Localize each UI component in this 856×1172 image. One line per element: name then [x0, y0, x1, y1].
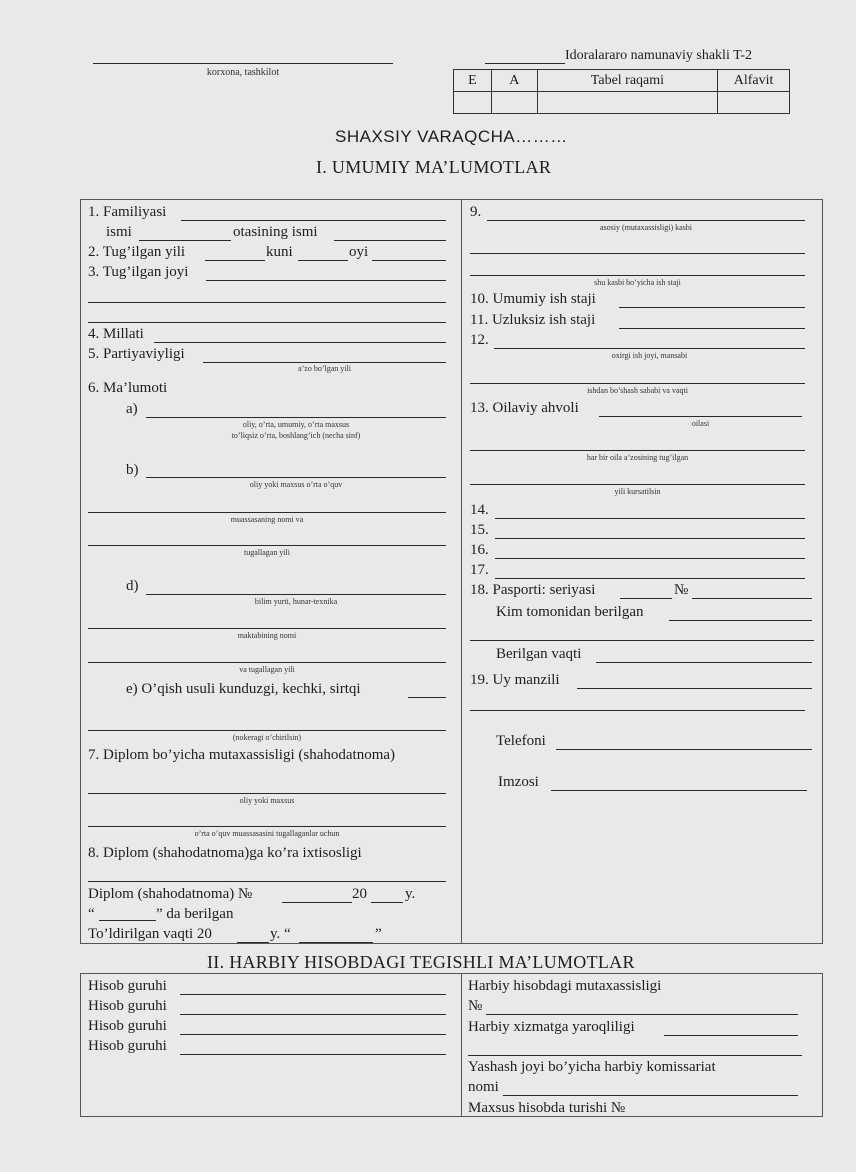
account-group-line-2[interactable]	[180, 1014, 446, 1015]
filled-date-close: ”	[375, 926, 382, 942]
education-b-caption: oliy yoki maxsus o’rta o’quv	[249, 480, 343, 489]
form-name: Idoralararo namunaviy shakli T-2	[565, 48, 753, 63]
field-9-caption: asosiy (mutaxassisligi) kasbi	[600, 223, 692, 232]
family-line-2[interactable]	[470, 484, 805, 485]
home-address-line-2[interactable]	[470, 710, 805, 711]
diploma-issued-label: ” da berilgan	[156, 906, 234, 922]
cell-e[interactable]	[454, 92, 492, 114]
birth-month-label: oyi	[349, 244, 369, 260]
education-d-line-3[interactable]	[88, 662, 446, 663]
field-12-label: 12.	[470, 332, 489, 348]
diploma-date-line[interactable]	[99, 920, 156, 921]
service-fitness-line[interactable]	[664, 1035, 798, 1036]
account-group-line-3[interactable]	[180, 1034, 446, 1035]
party-line[interactable]	[203, 362, 446, 363]
section2-title: II. HARBIY HISOBDAGI TEGISHLI MA’LUMOTLAR	[207, 952, 635, 972]
education-b-caption-2: muassasaning nomi va	[230, 515, 304, 524]
marital-status-line[interactable]	[599, 416, 802, 417]
family-line[interactable]	[470, 450, 805, 451]
birth-month-line[interactable]	[372, 260, 446, 261]
diploma-specialty-caption: oliy yoki maxsus	[239, 796, 295, 805]
education-d-label: d)	[126, 578, 139, 594]
commissariat-name-line[interactable]	[503, 1095, 798, 1096]
birthplace-line-2[interactable]	[88, 302, 446, 303]
org-caption: korxona, tashkilot	[206, 67, 280, 78]
party-label: 5. Partiyaviyligi	[88, 346, 185, 362]
field-9-line-3[interactable]	[470, 275, 805, 276]
account-group-label-3: Hisob guruhi	[88, 1018, 167, 1034]
passport-series-line[interactable]	[620, 598, 672, 599]
section1-title: I. UMUMIY MA’LUMOTLAR	[316, 157, 552, 177]
military-number-line[interactable]	[486, 1014, 798, 1015]
education-b-line[interactable]	[146, 477, 446, 478]
study-mode-line-2[interactable]	[88, 730, 446, 731]
form-number-line	[485, 63, 565, 64]
diploma-year-suffix: y.	[405, 886, 416, 902]
education-a-label: a)	[126, 401, 138, 417]
birthplace-line[interactable]	[206, 280, 446, 281]
family-caption-2: yili kursatilsin	[614, 487, 661, 496]
diploma-year-prefix: 20	[352, 886, 367, 902]
study-mode-label: e) O’qish usuli kunduzgi, kechki, sirtqi	[126, 681, 361, 697]
section2-divider	[461, 973, 462, 1117]
education-b-caption-3: tugallagan yili	[244, 548, 290, 557]
diploma-qualification-label: 8. Diplom (shahodatnoma)ga ko’ra ixtisosligi	[88, 845, 362, 861]
surname-label: 1. Familiyasi	[88, 204, 167, 220]
military-number-label: №	[468, 998, 483, 1014]
continuous-experience-label: 11. Uzluksiz ish staji	[470, 312, 596, 328]
birth-year-label: 2. Tug’ilgan yili	[88, 244, 186, 260]
filled-day-line[interactable]	[299, 942, 373, 943]
diploma-specialty-label: 7. Diplom bo’yicha mutaxassisligi (shahodatnoma)	[88, 747, 396, 763]
field-17-label: 17.	[470, 562, 489, 578]
diploma-number-label: Diplom (shahodatnoma) №	[88, 886, 253, 902]
header-code-table	[453, 69, 790, 114]
signature-label: Imzosi	[498, 774, 539, 790]
commissariat-label: Yashash joyi bo’yicha harbiy komissariat	[468, 1059, 716, 1075]
surname-line[interactable]	[181, 220, 446, 221]
field-9-caption-2: shu kasbi bo’yicha ish staji	[594, 278, 681, 287]
col-a: A	[491, 70, 537, 92]
col-tabel-raqami: Tabel raqami	[537, 70, 717, 92]
nationality-line[interactable]	[154, 342, 446, 343]
marital-status-label: 13. Oilaviy ahvoli	[470, 400, 579, 416]
field-12-caption-2: ishdan bo’shash sababi va vaqti	[587, 386, 688, 395]
birthplace-label: 3. Tug’ilgan joyi	[88, 264, 189, 280]
study-mode-line[interactable]	[408, 697, 446, 698]
service-fitness-line-2[interactable]	[468, 1055, 802, 1056]
field-12-line[interactable]	[494, 348, 805, 349]
home-address-label: 19. Uy manzili	[470, 672, 560, 688]
name-line[interactable]	[139, 240, 231, 241]
commissariat-name-label: nomi	[468, 1079, 499, 1095]
passport-number-line[interactable]	[692, 598, 812, 599]
account-group-label-1: Hisob guruhi	[88, 978, 167, 994]
field-9-line[interactable]	[487, 220, 805, 221]
org-name-line	[93, 63, 393, 64]
study-mode-caption: (nokeragi o’chirilsin)	[232, 733, 302, 742]
education-d-caption-2: maktabining nomi	[237, 631, 297, 640]
military-specialty-label: Harbiy hisobdagi mutaxassisligi	[468, 978, 662, 994]
field-14-label: 14.	[470, 502, 489, 518]
cell-a[interactable]	[491, 92, 537, 114]
passport-issuer-line[interactable]	[669, 620, 812, 621]
special-register-label: Maxsus hisobda turishi №	[468, 1100, 626, 1116]
party-caption: a’zo bo’lgan yili	[298, 364, 351, 373]
account-group-line-1[interactable]	[180, 994, 446, 995]
field-16-label: 16.	[470, 542, 489, 558]
filled-date-label: To’ldirilgan vaqti 20	[88, 926, 212, 942]
col-alfavit: Alfavit	[718, 70, 790, 92]
education-a-line[interactable]	[146, 417, 446, 418]
phone-label: Telefoni	[496, 733, 546, 749]
service-fitness-label: Harbiy xizmatga yaroqliligi	[468, 1019, 635, 1035]
passport-date-line[interactable]	[596, 662, 812, 663]
cell-alfavit[interactable]	[718, 92, 790, 114]
passport-date-label: Berilgan vaqti	[496, 646, 582, 662]
field-9-line-2[interactable]	[470, 253, 805, 254]
diploma-number-line[interactable]	[282, 902, 352, 903]
continuous-experience-line[interactable]	[619, 328, 805, 329]
diploma-year-line[interactable]	[371, 902, 403, 903]
account-group-label-4: Hisob guruhi	[88, 1038, 167, 1054]
section1-divider	[461, 199, 462, 944]
patronymic-label: otasining ismi	[233, 224, 318, 240]
passport-issuer-label: Kim tomonidan berilgan	[496, 604, 644, 620]
education-d-caption-3: va tugallagan yili	[239, 665, 295, 674]
home-address-line[interactable]	[577, 688, 812, 689]
birth-year-line[interactable]	[205, 260, 265, 261]
field-9-label: 9.	[470, 204, 482, 220]
account-group-line-4[interactable]	[180, 1054, 446, 1055]
education-b-line-2[interactable]	[88, 512, 446, 513]
diploma-specialty-caption-2: o’rta o’quv muassasasini tugallaganlar uchun	[194, 829, 340, 838]
phone-line[interactable]	[556, 749, 812, 750]
passport-series-label: 18. Pasporti: seriyasi	[470, 582, 596, 598]
diploma-specialty-line[interactable]	[88, 793, 446, 794]
document-title: SHAXSIY VARAQCHA………	[335, 127, 568, 146]
birth-day-line[interactable]	[298, 260, 348, 261]
field-16-line[interactable]	[495, 558, 805, 559]
education-label: 6. Ma’lumoti	[88, 380, 168, 396]
total-experience-line[interactable]	[619, 307, 805, 308]
education-b-line-3[interactable]	[88, 545, 446, 546]
col-e: E	[454, 70, 492, 92]
education-d-line-2[interactable]	[88, 628, 446, 629]
nationality-label: 4. Millati	[88, 326, 144, 342]
filled-year-suffix: y. “	[270, 926, 291, 942]
signature-line[interactable]	[551, 790, 807, 791]
education-b-label: b)	[126, 462, 139, 478]
education-a-caption-2: to’liqsiz o’rta, boshlang’ich (necha sinf)	[231, 431, 361, 440]
education-d-caption: bilim yurti, hunar-texnika	[254, 597, 338, 606]
marital-status-caption: oilasi	[691, 419, 710, 428]
field-15-line[interactable]	[495, 538, 805, 539]
field-12-line-2[interactable]	[470, 383, 805, 384]
filled-year-line[interactable]	[237, 942, 269, 943]
education-a-caption: oliy, o’rta, umumiy, o’rta maxsus	[242, 420, 350, 429]
field-15-label: 15.	[470, 522, 489, 538]
field-12-caption: oxirgi ish joyi, mansabi	[611, 351, 688, 360]
passport-number-label: №	[674, 582, 689, 598]
education-d-line[interactable]	[146, 594, 446, 595]
birthplace-line-3[interactable]	[88, 322, 446, 323]
diploma-qualification-line[interactable]	[88, 881, 446, 882]
field-17-line[interactable]	[495, 578, 805, 579]
total-experience-label: 10. Umumiy ish staji	[470, 291, 596, 307]
diploma-specialty-line-2[interactable]	[88, 826, 446, 827]
cell-tabel-raqami[interactable]	[537, 92, 717, 114]
account-group-label-2: Hisob guruhi	[88, 998, 167, 1014]
field-14-line[interactable]	[495, 518, 805, 519]
passport-issuer-line-2[interactable]	[470, 640, 814, 641]
name-label: ismi	[106, 224, 132, 240]
birth-day-label: kuni	[266, 244, 293, 260]
patronymic-line[interactable]	[334, 240, 446, 241]
family-caption: har bir oila a’zosining tug’ilgan	[586, 453, 689, 462]
diploma-date-open: “	[88, 906, 95, 922]
